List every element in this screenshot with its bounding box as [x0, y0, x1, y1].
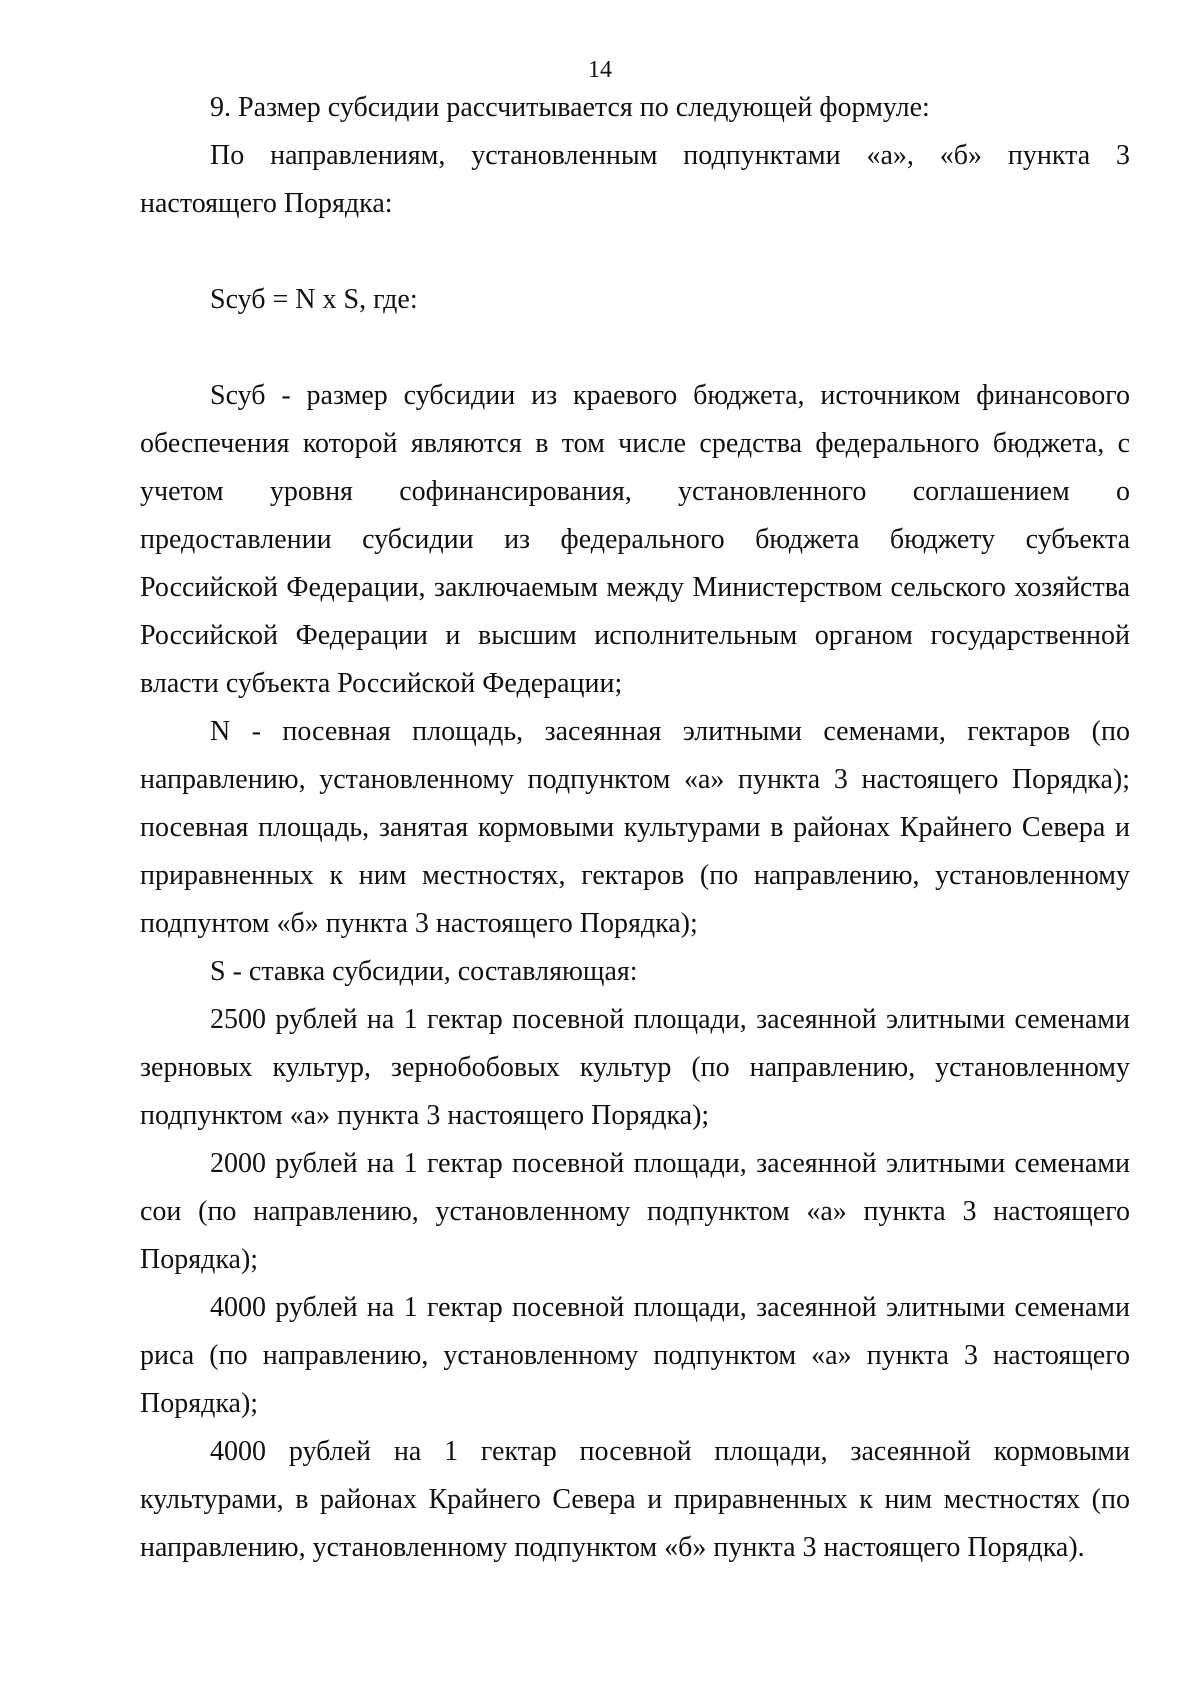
formula: Sсуб = N x S, где: [210, 284, 418, 315]
paragraph-s-sub-definition: Sсуб - размер субсидии из краевого бюджета, источником финансового обеспечения которой являются в том числе средства федерального бюджета, с учетом уровня софинансирования, установленного соглашением о предоставлении субсидии из федерального бюджета бюджету субъекта Российской Федерации, заключаемым между Министерством сельского хозяйства Российской Федерации и высшим исполнительным органом государственной власти субъекта Российской Федерации; [140, 380, 1130, 699]
paragraph-rate-fodder: 4000 рублей на 1 гектар посевной площади, засеянной кормовыми культурами, в районах Крайнего Севера и приравненных к ним местностях (по направлению, установленному подпунктом «б» пункта 3 настоящего Порядка). [140, 1436, 1130, 1563]
paragraph-n-definition: N - посевная площадь, засеянная элитными семенами, гектаров (по направлению, установленному подпунктом «а» пункта 3 настоящего Порядка); посевная площадь, занятая кормовыми культурами в районах Крайнего Севера и приравненных к ним местностях, гектаров (по направлению, установленному подпунтом «б» пункта 3 настоящего Порядка); [140, 716, 1130, 939]
paragraph-directions: По направлениям, установленным подпунктами «а», «б» пункта 3 настоящего Порядка: [140, 140, 1130, 219]
paragraph-item-9: 9. Размер субсидии рассчитывается по следующей формуле: [210, 92, 930, 123]
page-number: 14 [588, 57, 612, 83]
paragraph-rate-grain: 2500 рублей на 1 гектар посевной площади, засеянной элитными семенами зерновых культур, зернобобовых культур (по направлению, установленному подпунктом «а» пункта 3 настоящего Порядка); [140, 1004, 1130, 1131]
document-body [140, 84, 1130, 1572]
paragraph-rate-rice: 4000 рублей на 1 гектар посевной площади, засеянной элитными семенами риса (по направлению, установленному подпунктом «а» пункта 3 настоящего Порядка); [140, 1292, 1130, 1419]
paragraph-rate-soy: 2000 рублей на 1 гектар посевной площади, засеянной элитными семенами сои (по направлению, установленному подпунктом «а» пункта 3 настоящего Порядка); [140, 1148, 1130, 1275]
paragraph-s-definition: S - ставка субсидии, составляющая: [210, 956, 638, 987]
